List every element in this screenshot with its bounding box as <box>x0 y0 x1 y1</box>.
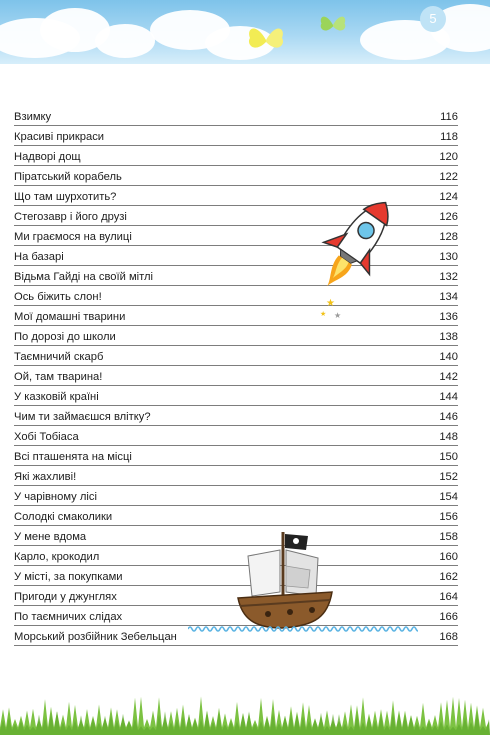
pirate-ship-icon <box>228 526 338 636</box>
toc-page-number: 120 <box>439 151 458 163</box>
toc-title: Солодкі смаколики <box>14 511 113 523</box>
toc-title: Всі пташенята на місці <box>14 451 132 463</box>
toc-title: Пригоди у джунглях <box>14 591 117 603</box>
toc-page-number: 138 <box>439 331 458 343</box>
toc-page-number: 118 <box>440 131 458 143</box>
svg-text:★: ★ <box>326 298 335 309</box>
toc-page-number: 142 <box>439 371 458 383</box>
toc-row <box>14 346 458 366</box>
toc-title: Ми граємося на вулиці <box>14 231 132 243</box>
grass-footer <box>0 695 490 735</box>
toc-row <box>14 366 458 386</box>
toc-page-number: 162 <box>439 571 458 583</box>
toc-title: Хобі Тобіаса <box>14 431 79 443</box>
toc-page-number: 160 <box>439 551 458 563</box>
toc-title: У казковій країні <box>14 391 99 403</box>
toc-row <box>14 386 458 406</box>
toc-page-number: 144 <box>439 391 458 403</box>
butterfly-icon <box>246 22 286 58</box>
toc-row <box>14 126 458 146</box>
toc-page-number: 164 <box>439 591 458 603</box>
toc-page-number: 150 <box>439 451 458 463</box>
toc-title: Таємничий скарб <box>14 351 104 363</box>
toc-title: Красиві прикраси <box>14 131 105 143</box>
toc-page-number: 166 <box>439 611 458 623</box>
toc-page-number: 126 <box>439 211 458 223</box>
toc-title: По таємничих слідах <box>14 611 123 623</box>
toc-title: Чим ти займаєшся влітку? <box>14 411 151 423</box>
toc-page-number: 168 <box>439 631 458 643</box>
toc-page-number: 128 <box>439 231 458 243</box>
toc-title: Морський розбійник Зебельцан <box>14 631 177 643</box>
toc-page-number: 136 <box>439 311 458 323</box>
svg-text:★: ★ <box>320 311 327 318</box>
toc-row <box>14 326 458 346</box>
toc-title: У місті, за покупками <box>14 571 123 583</box>
toc-title: У чарівному лісі <box>14 491 97 503</box>
toc-title: Карло, крокодил <box>14 551 100 563</box>
toc-page-number: 158 <box>439 531 458 543</box>
toc-row <box>14 426 458 446</box>
toc-page-number: 122 <box>439 171 458 183</box>
toc-page-number: 154 <box>439 491 458 503</box>
toc-row <box>14 466 458 486</box>
toc-page-number: 124 <box>439 191 458 203</box>
svg-text:★: ★ <box>334 311 342 320</box>
toc-title: По дорозі до школи <box>14 331 116 343</box>
toc-title: Що там шурхотить? <box>14 191 117 203</box>
toc-page-number: 140 <box>439 351 458 363</box>
rocket-icon <box>318 192 398 322</box>
toc-page-number: 116 <box>440 111 458 123</box>
toc-row <box>14 486 458 506</box>
wave-decoration <box>188 624 418 634</box>
toc-title: Ой, там тварина! <box>14 371 103 383</box>
toc-page-number: 134 <box>439 291 458 303</box>
toc-title: На базарі <box>14 251 64 263</box>
toc-row <box>14 166 458 186</box>
toc-page-number: 152 <box>439 471 458 483</box>
toc-page-number: 148 <box>439 431 458 443</box>
toc-title: Відьма Гайді на своїй мітлі <box>14 271 154 283</box>
toc-title: Мої домашні тварини <box>14 311 126 323</box>
toc-title: Стегозавр і його друзі <box>14 211 127 223</box>
toc-title: У мене вдома <box>14 531 87 543</box>
toc-page-number: 146 <box>439 411 458 423</box>
toc-title: Взимку <box>14 111 52 123</box>
butterfly-icon <box>318 12 348 38</box>
sky-header <box>0 0 490 64</box>
toc-row <box>14 506 458 526</box>
toc-page-number: 130 <box>439 251 458 263</box>
toc-title: Надворі дощ <box>14 151 81 163</box>
toc-row <box>14 106 458 126</box>
toc-page-number: 156 <box>439 511 458 523</box>
toc-page-number: 132 <box>439 271 458 283</box>
page-number: 5 <box>420 6 446 32</box>
toc-row <box>14 446 458 466</box>
toc-row <box>14 146 458 166</box>
toc-title: Які жахливі! <box>14 471 77 483</box>
toc-row <box>14 406 458 426</box>
toc-title: Ось біжить слон! <box>14 291 102 303</box>
toc-title: Піратський корабель <box>14 171 122 183</box>
